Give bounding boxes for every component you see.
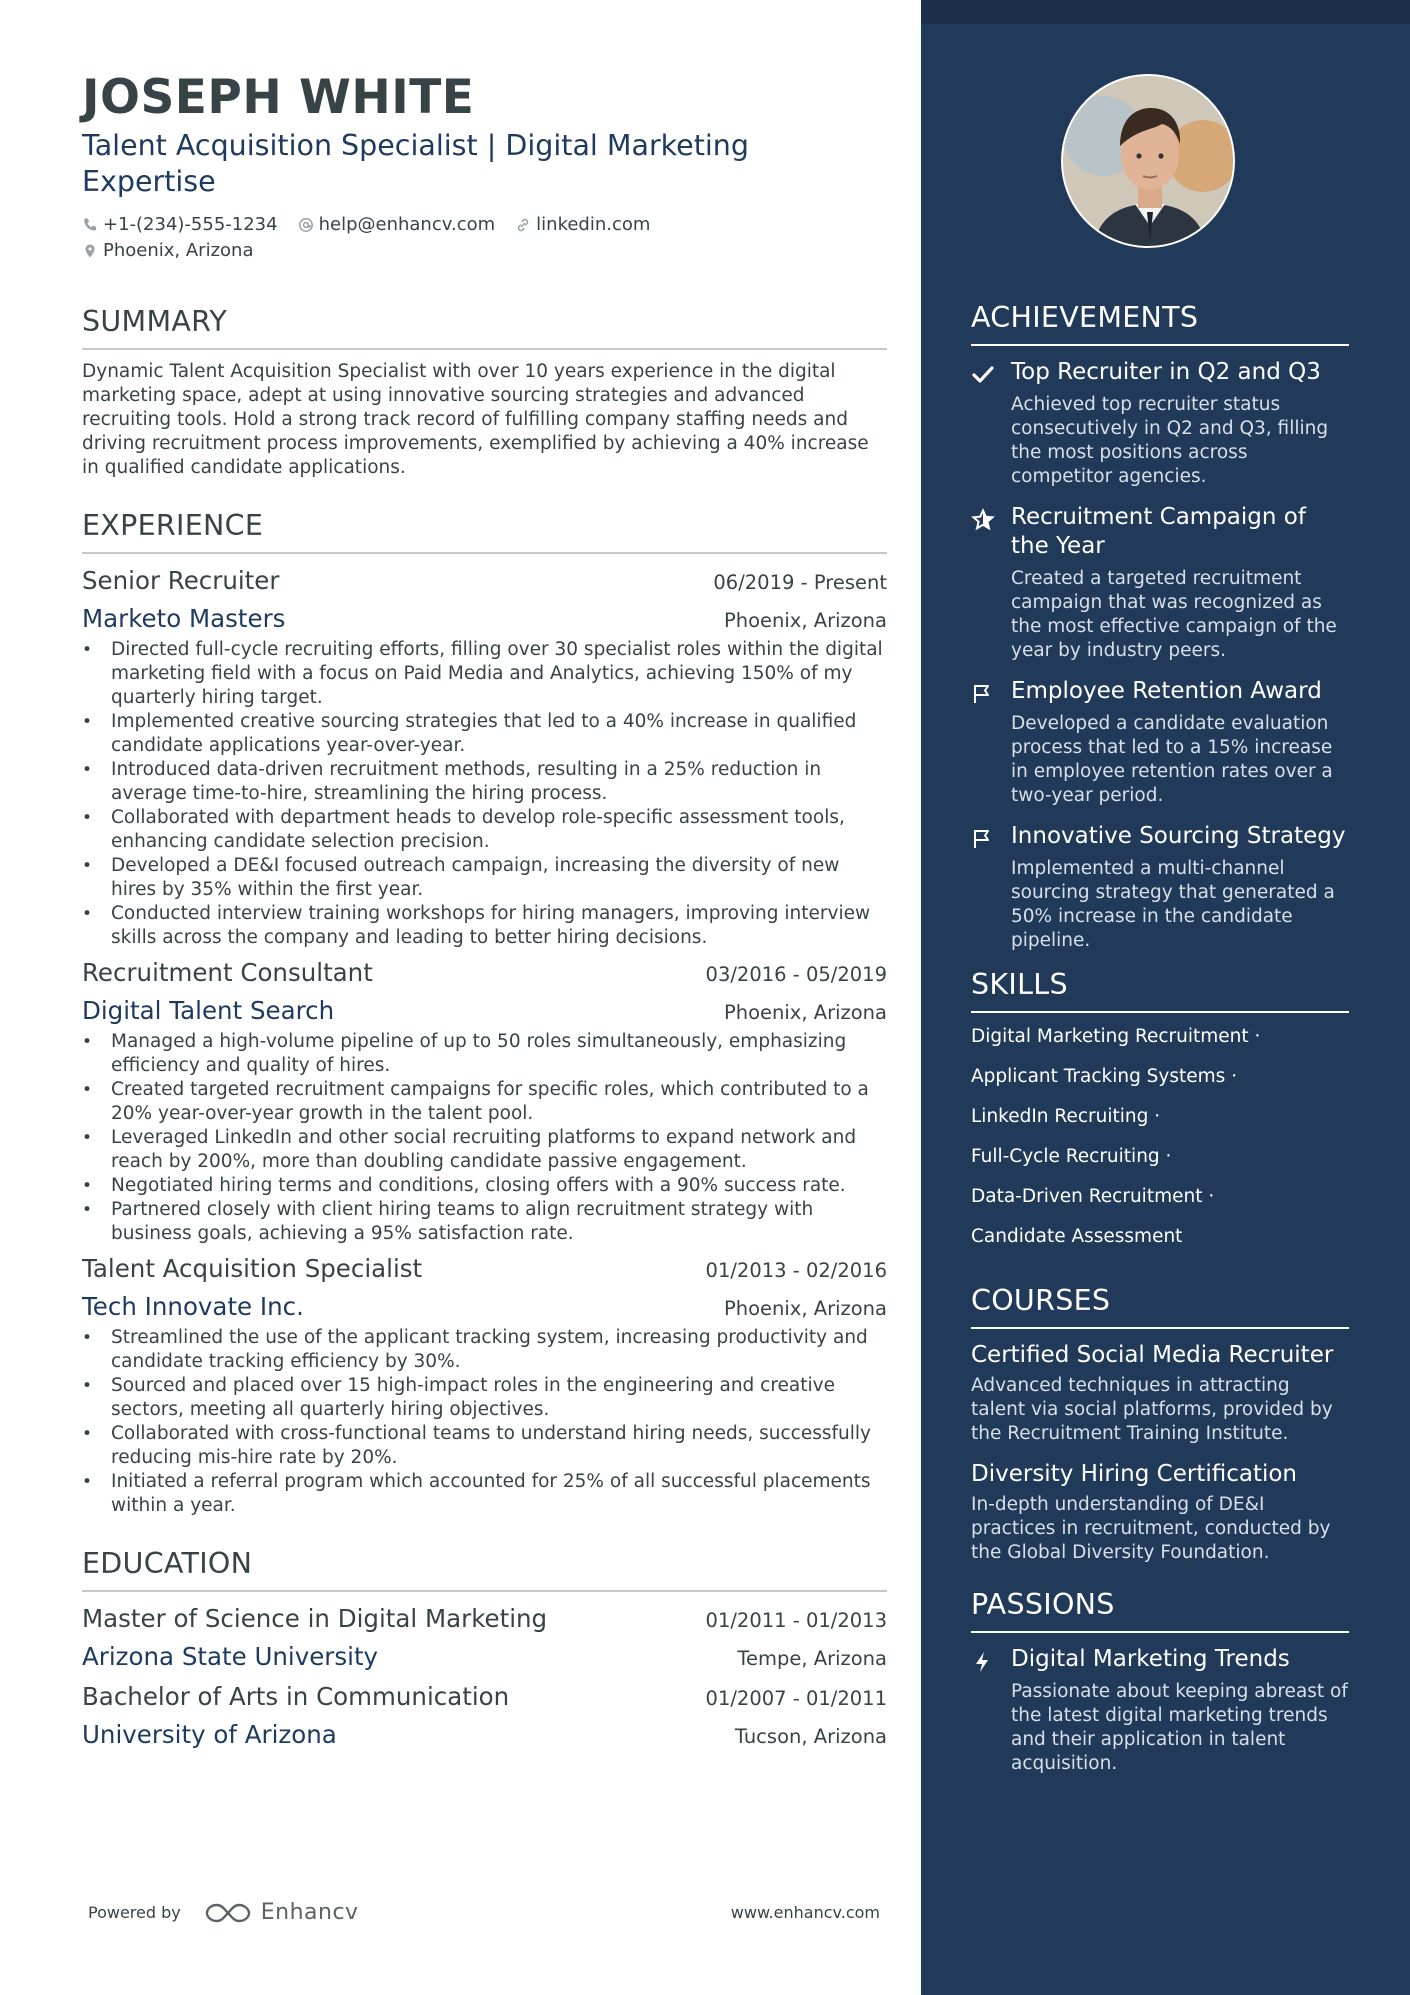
candidate-name: JOSEPH WHITE [82, 70, 475, 125]
job-bullet: • Partnered closely with client hiring teams to align recruitment strategy with business goals, achieving a 95% satisfaction rate. [82, 1198, 887, 1246]
job-bullet: • Initiated a referral program which accounted for 25% of all successful placements within a year. [82, 1470, 887, 1518]
job-header [82, 564, 887, 598]
job-location: Phoenix, Arizona [723, 609, 887, 632]
achievement-desc: Achieved top recruiter status consecutively in Q2 and Q3, filling the most positions across competitor agencies. [1011, 394, 1329, 487]
job-dates: 06/2019 - Present [713, 571, 887, 594]
skill-item: Applicant Tracking Systems · [971, 1066, 1238, 1087]
skill-item: Data-Driven Recruitment · [971, 1186, 1215, 1207]
achievements-section [971, 300, 1349, 953]
jobs-list [82, 564, 887, 1518]
course-item [971, 1460, 1349, 1565]
education-school: Arizona State University [82, 1642, 379, 1671]
job-bullet: • Introduced data-driven recruitment methods, resulting in a 25% reduction in average time-to-hire, streamlining the hiring process. [82, 758, 887, 806]
brand-name: Enhancv [260, 1900, 359, 1925]
contact-info [82, 212, 887, 264]
course-item [971, 1341, 1349, 1446]
achievements-title: ACHIEVEMENTS [971, 300, 1349, 346]
job-dates: 03/2016 - 05/2019 [705, 963, 887, 986]
passions-section [971, 1587, 1349, 1776]
education-entry [82, 1602, 887, 1674]
passion-icon-wrap [971, 1645, 997, 1776]
achievement-item [971, 503, 1349, 663]
skills-title: SKILLS [971, 967, 1349, 1013]
job-bullet: • Negotiated hiring terms and conditions, closing offers with a 90% success rate. [82, 1174, 887, 1198]
course-desc: Advanced techniques in attracting talent via social platforms, provided by the Recruitment Training Institute. [971, 1375, 1333, 1444]
job-bullet: • Implemented creative sourcing strategies that led to a 40% increase in qualified candidate applications year-over-year. [82, 710, 887, 758]
job-company-row [82, 990, 887, 1028]
achievement-desc: Developed a candidate evaluation process that led to a 15% increase in employee retention rates over a two-year period. [1011, 713, 1333, 806]
education-section [82, 1546, 887, 1752]
profile-photo-icon [1063, 76, 1235, 248]
education-location: Tempe, Arizona [737, 1647, 887, 1670]
phone-contact[interactable] [82, 212, 278, 238]
summary-title: SUMMARY [82, 304, 887, 350]
achievement-title: Employee Retention Award [1011, 678, 1322, 704]
passions-list [971, 1645, 1349, 1776]
job-bullet: • Conducted interview training workshops for hiring managers, improving interview skills across the company and leading to better hiring decisions. [82, 902, 887, 950]
location-contact [82, 238, 253, 264]
phone-text: +1-(234)-555-1234 [103, 214, 278, 235]
job-company: Digital Talent Search [82, 996, 335, 1025]
achievement-body [1011, 677, 1349, 808]
at-icon [298, 217, 314, 233]
job-location: Phoenix, Arizona [723, 1001, 887, 1024]
achievement-title: Top Recruiter in Q2 and Q3 [1011, 359, 1321, 385]
website-link[interactable]: www.enhancv.com [730, 1903, 880, 1922]
sidebar-topbar [921, 0, 1410, 24]
education-school-row [82, 1714, 887, 1752]
job-header [82, 1252, 887, 1286]
course-desc: In-depth understanding of DE&I practices in recruitment, conducted by the Global Diversity Foundation. [971, 1494, 1331, 1563]
flag-icon [971, 682, 995, 706]
powered-by-label: Powered by [88, 1903, 181, 1922]
summary-section [82, 304, 887, 480]
sidebar [921, 0, 1410, 1995]
achievement-item [971, 358, 1349, 489]
education-location: Tucson, Arizona [734, 1725, 887, 1748]
job-role: Recruitment Consultant [82, 958, 373, 987]
course-title: Certified Social Media Recruiter [971, 1342, 1334, 1368]
course-title: Diversity Hiring Certification [971, 1461, 1298, 1487]
skill-item: LinkedIn Recruiting · [971, 1106, 1161, 1127]
skills-section [971, 967, 1349, 1249]
achievement-desc: Implemented a multi-channel sourcing strategy that generated a 50% increase in the candidate pipeline. [1011, 858, 1335, 951]
link-icon [515, 217, 531, 233]
candidate-headline: Talent Acquisition Specialist | Digital Marketing Expertise [82, 129, 749, 198]
education-dates: 01/2007 - 01/2011 [705, 1687, 887, 1710]
job-bullet: • Created targeted recruitment campaigns for specific roles, which contributed to a 20% year-over-year growth in the talent pool. [82, 1078, 887, 1126]
education-school-row [82, 1636, 887, 1674]
education-list [82, 1602, 887, 1752]
link-text: linkedin.com [536, 214, 651, 235]
powered-by [88, 1900, 359, 1925]
job-company-row [82, 598, 887, 636]
job-bullet: • Sourced and placed over 15 high-impact roles in the engineering and creative sectors, meeting all quarterly hiring objectives. [82, 1374, 887, 1422]
education-title: EDUCATION [82, 1546, 887, 1592]
achievement-icon-wrap [971, 822, 997, 953]
skill-item: Full-Cycle Recruiting · [971, 1146, 1172, 1167]
courses-section [971, 1283, 1349, 1565]
passion-item [971, 1645, 1349, 1776]
job-company: Tech Innovate Inc. [82, 1292, 304, 1321]
education-dates: 01/2011 - 01/2013 [705, 1609, 887, 1632]
job-bullet: • Leveraged LinkedIn and other social recruiting platforms to expand network and reach by 200%, more than doubling candidate passive engagement. [82, 1126, 887, 1174]
email-contact[interactable] [298, 212, 496, 238]
skill-item: Digital Marketing Recruitment · [971, 1026, 1261, 1047]
flag-icon [971, 827, 995, 851]
job-location: Phoenix, Arizona [723, 1297, 887, 1320]
job-entry [82, 1252, 887, 1518]
job-bullets [82, 1030, 887, 1246]
skills-list [971, 1025, 1349, 1249]
job-dates: 01/2013 - 02/2016 [705, 1259, 887, 1282]
achievement-icon-wrap [971, 358, 997, 489]
achievement-body [1011, 822, 1349, 953]
education-header [82, 1680, 887, 1714]
phone-icon [82, 217, 98, 233]
job-bullet: • Streamlined the use of the applicant tracking system, increasing productivity and candidate tracking efficiency by 30%. [82, 1326, 887, 1374]
job-header [82, 956, 887, 990]
job-entry [82, 564, 887, 950]
location-text: Phoenix, Arizona [103, 240, 254, 261]
achievement-title: Recruitment Campaign of the Year [1011, 504, 1306, 559]
education-school: University of Arizona [82, 1720, 337, 1749]
achievement-item [971, 677, 1349, 808]
achievement-icon-wrap [971, 503, 997, 663]
passion-body [1011, 1645, 1349, 1776]
link-contact[interactable] [515, 212, 650, 238]
achievement-icon-wrap [971, 677, 997, 808]
job-role: Senior Recruiter [82, 566, 280, 595]
job-bullet: • Collaborated with department heads to develop role-specific assessment tools, enhancing candidate selection precision. [82, 806, 887, 854]
achievement-item [971, 822, 1349, 953]
footer [88, 1900, 880, 1925]
achievements-list [971, 358, 1349, 953]
skill-item: Candidate Assessment [971, 1226, 1183, 1247]
education-entry [82, 1680, 887, 1752]
achievement-desc: Created a targeted recruitment campaign that was recognized as the most effective campaign of the year by industry peers. [1011, 568, 1337, 661]
summary-text: Dynamic Talent Acquisition Specialist with over 10 years experience in the digital marketing space, adept at using innovative sourcing strategies and advanced recruiting tools. Hold a strong track record of fulfilling company staffing needs and driving recruitment process improvements, exemplified by achieving a 40% increase in qualified candidate applications. [82, 361, 869, 478]
job-bullets [82, 1326, 887, 1518]
avatar [1061, 74, 1235, 248]
passion-title: Digital Marketing Trends [1011, 1646, 1290, 1672]
experience-section [82, 508, 887, 1518]
location-pin-icon [82, 243, 98, 259]
job-bullet: • Managed a high-volume pipeline of up to 50 roles simultaneously, emphasizing efficiency and quality of hires. [82, 1030, 887, 1078]
education-degree: Master of Science in Digital Marketing [82, 1604, 548, 1633]
achievement-body [1011, 503, 1349, 663]
achievement-body [1011, 358, 1349, 489]
email-text: help@enhancv.com [318, 214, 496, 235]
enhancv-logo-icon [205, 1901, 251, 1925]
experience-title: EXPERIENCE [82, 508, 887, 554]
education-degree: Bachelor of Arts in Communication [82, 1682, 510, 1711]
job-bullet: • Developed a DE&I focused outreach campaign, increasing the diversity of new hires by 35% within the first year. [82, 854, 887, 902]
achievement-title: Innovative Sourcing Strategy [1011, 823, 1346, 849]
passions-title: PASSIONS [971, 1587, 1349, 1633]
courses-list [971, 1341, 1349, 1565]
job-bullets [82, 638, 887, 950]
lightning-icon [971, 1650, 995, 1674]
job-bullet: • Directed full-cycle recruiting efforts, filling over 30 specialist roles within the digital marketing field with a focus on Paid Media and Analytics, achieving 150% of my quarterly hiring target. [82, 638, 887, 710]
courses-title: COURSES [971, 1283, 1349, 1329]
job-company-row [82, 1286, 887, 1324]
job-bullet: • Collaborated with cross-functional teams to understand hiring needs, successfully reducing mis-hire rate by 20%. [82, 1422, 887, 1470]
job-company: Marketo Masters [82, 604, 286, 633]
star-icon [971, 508, 995, 532]
checkmark-icon [971, 363, 995, 387]
passion-desc: Passionate about keeping abreast of the latest digital marketing trends and their application in talent acquisition. [1011, 1681, 1348, 1774]
brand-logo[interactable] [205, 1900, 359, 1925]
education-header [82, 1602, 887, 1636]
job-role: Talent Acquisition Specialist [82, 1254, 423, 1283]
job-entry [82, 956, 887, 1246]
